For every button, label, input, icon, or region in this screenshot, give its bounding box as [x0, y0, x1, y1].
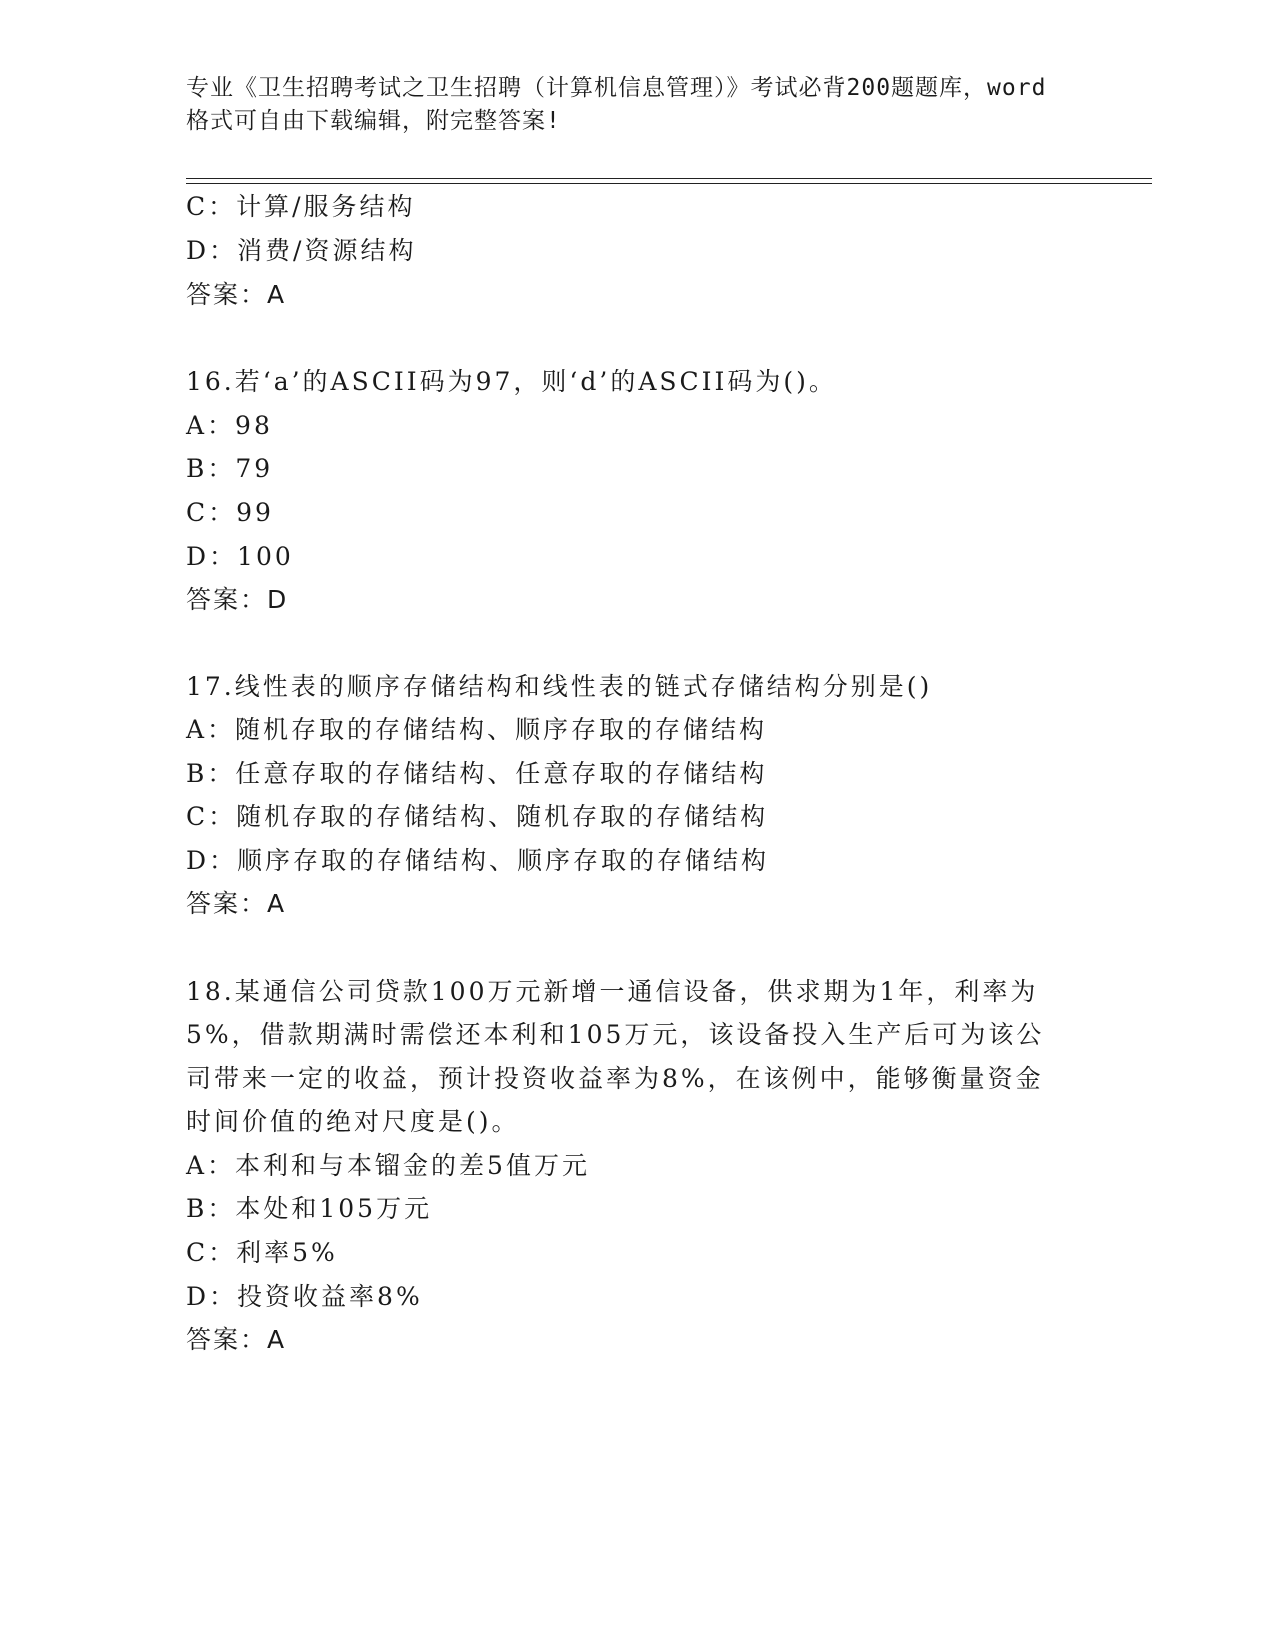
header-line-1: 专业《卫生招聘考试之卫生招聘（计算机信息管理）》考试必背200题题库，word [186, 75, 1047, 101]
q18-option-c: C：利率5% [186, 1238, 338, 1267]
q16-option-c: C：99 [186, 498, 274, 527]
q16-option-d: D：100 [186, 542, 294, 571]
q17-option-a: A：随机存取的存储结构、顺序存取的存储结构 [186, 715, 768, 744]
header-rule-bottom [186, 183, 1152, 184]
q16-answer: 答案：D [186, 585, 289, 614]
header-line-2: 格式可自由下载编辑，附完整答案! [186, 108, 561, 134]
q17-question: 17.线性表的顺序存储结构和线性表的链式存储结构分别是() [186, 672, 933, 701]
q18-option-b: B：本处和105万元 [186, 1194, 433, 1223]
q15-answer: 答案：A [186, 280, 287, 309]
q17-option-c: C：随机存取的存储结构、随机存取的存储结构 [186, 802, 769, 831]
document-header [186, 72, 1086, 138]
q15-option-c: C：计算/服务结构 [186, 192, 416, 221]
q17-answer: 答案：A [186, 889, 287, 918]
q18-option-a: A：本利和与本镏金的差5值万元 [186, 1151, 590, 1180]
q17-option-b: B：任意存取的存储结构、任意存取的存储结构 [186, 759, 768, 788]
q17-option-d: D：顺序存取的存储结构、顺序存取的存储结构 [186, 846, 770, 875]
q18-option-d: D：投资收益率8% [186, 1282, 423, 1311]
q18-question-line-4: 时间价值的绝对尺度是()。 [186, 1107, 520, 1136]
header-rule-top [186, 178, 1152, 179]
q18-question-line-3: 司带来一定的收益，预计投资收益率为8%，在该例中，能够衡量资金 [186, 1064, 1044, 1093]
q18-question-line-2: 5%，借款期满时需偿还本利和105万元，该设备投入生产后可为该公 [186, 1020, 1045, 1049]
q16-option-b: B：79 [186, 454, 274, 483]
q15-option-d: D：消费/资源结构 [186, 236, 417, 265]
q18-question-line-1: 18.某通信公司贷款100万元新增一通信设备，供求期为1年，利率为 [186, 977, 1039, 1006]
q16-question: 16.若‘a’的ASCII码为97，则‘d’的ASCII码为()。 [186, 367, 837, 396]
q16-option-a: A：98 [186, 411, 273, 440]
q18-answer: 答案：A [186, 1325, 287, 1354]
